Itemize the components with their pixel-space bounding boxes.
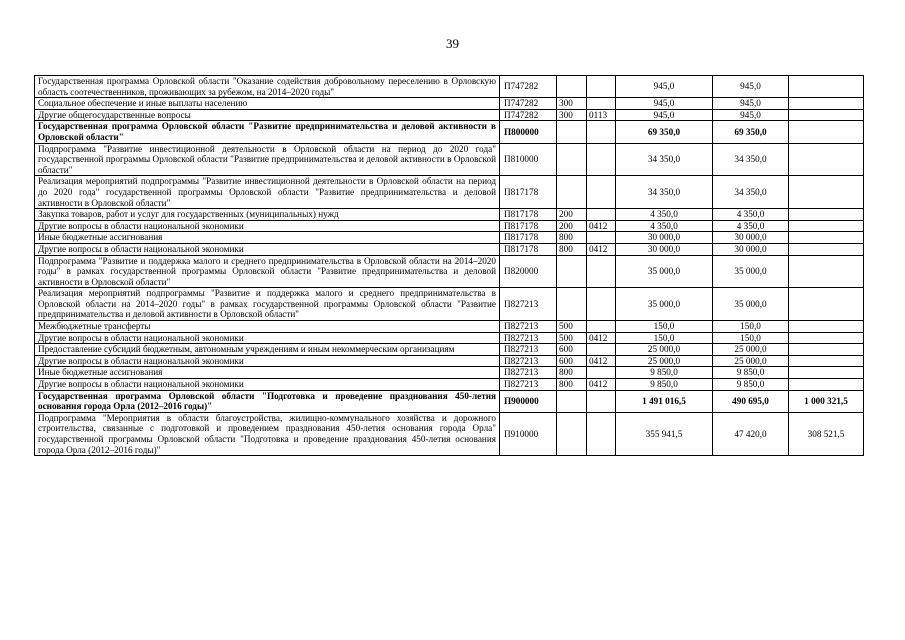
row-amount-3-cell xyxy=(789,143,864,176)
table-row xyxy=(35,76,864,98)
row-amount-3-cell: 308 521,5 xyxy=(789,412,864,455)
row-vr-cell xyxy=(557,176,587,209)
table-row xyxy=(35,412,864,455)
row-amount-3-cell xyxy=(789,109,864,121)
table-row xyxy=(35,321,864,333)
row-rz-cell xyxy=(587,98,616,110)
row-vr-cell xyxy=(557,288,587,321)
row-amount-2-cell: 945,0 xyxy=(713,76,789,98)
row-amount-2-cell: 35 000,0 xyxy=(713,255,789,288)
row-code-cell: П827213 xyxy=(500,379,557,391)
row-rz-cell xyxy=(587,143,616,176)
row-vr-cell: 200 xyxy=(557,209,587,221)
row-amount-3-cell xyxy=(789,288,864,321)
row-name-cell: Государственная программа Орловской области "Подготовка и проведение празднования 450-летия основания города Орла (2012–2016 годы)" xyxy=(35,390,500,412)
row-amount-3-cell xyxy=(789,355,864,367)
row-amount-3-cell xyxy=(789,344,864,356)
row-amount-3-cell xyxy=(789,232,864,244)
row-vr-cell: 200 xyxy=(557,220,587,232)
row-rz-cell: 0412 xyxy=(587,379,616,391)
row-amount-1-cell: 35 000,0 xyxy=(616,255,713,288)
row-amount-2-cell: 25 000,0 xyxy=(713,344,789,356)
row-rz-cell xyxy=(587,176,616,209)
row-name-cell: Другие вопросы в области национальной экономики xyxy=(35,243,500,255)
row-amount-1-cell: 34 350,0 xyxy=(616,143,713,176)
row-rz-cell: 0412 xyxy=(587,220,616,232)
row-name-cell: Подпрограмма "Мероприятия в области благоустройства, жилищно-коммунального хозяйства и дорожного строительства, связанные с подготовкой и проведением празднования 450-летия основания города Орла" государственной программы Орловской области "Подготовка и проведение празднования 450-летия основания города Орла (2012–2016 годы)" xyxy=(35,412,500,455)
row-name-cell: Другие вопросы в области национальной экономики xyxy=(35,332,500,344)
page-number: 39 xyxy=(446,36,459,51)
row-code-cell: П910000 xyxy=(500,412,557,455)
row-amount-1-cell: 945,0 xyxy=(616,98,713,110)
row-amount-2-cell: 34 350,0 xyxy=(713,143,789,176)
row-code-cell: П817178 xyxy=(500,243,557,255)
row-amount-1-cell: 69 350,0 xyxy=(616,121,713,143)
row-name-cell: Иные бюджетные ассигнования xyxy=(35,232,500,244)
row-amount-3-cell xyxy=(789,332,864,344)
row-amount-2-cell: 25 000,0 xyxy=(713,355,789,367)
row-amount-3-cell xyxy=(789,121,864,143)
row-rz-cell xyxy=(587,76,616,98)
table-row xyxy=(35,288,864,321)
row-rz-cell: 0412 xyxy=(587,332,616,344)
table-row xyxy=(35,344,864,356)
row-code-cell: П747282 xyxy=(500,98,557,110)
row-name-cell: Государственная программа Орловской области "Развитие предпринимательства и деловой активности в Орловской области" xyxy=(35,121,500,143)
row-vr-cell: 500 xyxy=(557,321,587,333)
row-code-cell: П827213 xyxy=(500,367,557,379)
row-amount-3-cell xyxy=(789,243,864,255)
row-rz-cell xyxy=(587,344,616,356)
row-amount-2-cell: 945,0 xyxy=(713,109,789,121)
row-code-cell: П827213 xyxy=(500,344,557,356)
row-amount-3-cell xyxy=(789,220,864,232)
row-amount-3-cell: 1 000 321,5 xyxy=(789,390,864,412)
row-rz-cell xyxy=(587,288,616,321)
row-code-cell: П827213 xyxy=(500,355,557,367)
row-amount-3-cell xyxy=(789,98,864,110)
row-vr-cell xyxy=(557,143,587,176)
row-name-cell: Другие вопросы в области национальной экономики xyxy=(35,379,500,391)
row-amount-2-cell: 30 000,0 xyxy=(713,232,789,244)
row-code-cell: П747282 xyxy=(500,76,557,98)
row-rz-cell: 0113 xyxy=(587,109,616,121)
row-amount-3-cell xyxy=(789,379,864,391)
row-vr-cell: 300 xyxy=(557,98,587,110)
row-amount-2-cell: 490 695,0 xyxy=(713,390,789,412)
row-amount-2-cell: 34 350,0 xyxy=(713,176,789,209)
row-rz-cell xyxy=(587,209,616,221)
row-amount-2-cell: 150,0 xyxy=(713,321,789,333)
row-name-cell: Подпрограмма "Развитие и поддержка малого и среднего предпринимательства в Орловской области на 2014–2020 годы" в рамках государственной программы Орловской области "Развитие предпринимательства и деловой активности в Орловской области" xyxy=(35,255,500,288)
table-row xyxy=(35,390,864,412)
table-row xyxy=(35,232,864,244)
table-row xyxy=(35,143,864,176)
row-vr-cell: 800 xyxy=(557,243,587,255)
row-rz-cell xyxy=(587,321,616,333)
row-rz-cell xyxy=(587,121,616,143)
row-amount-1-cell: 25 000,0 xyxy=(616,344,713,356)
row-amount-2-cell: 9 850,0 xyxy=(713,379,789,391)
row-name-cell: Подпрограмма "Развитие инвестиционной деятельности в Орловской области на период до 2020 года" государственной программы Орловской области "Развитие предпринимательства и деловой активности в Орловской области" xyxy=(35,143,500,176)
row-amount-2-cell: 69 350,0 xyxy=(713,121,789,143)
row-amount-3-cell xyxy=(789,209,864,221)
row-code-cell: П817178 xyxy=(500,209,557,221)
row-vr-cell: 300 xyxy=(557,109,587,121)
row-name-cell: Государственная программа Орловской области "Оказание содействия добровольному переселению в Орловскую область соотечественников, проживающих за рубежом, на 2014–2020 годы" xyxy=(35,76,500,98)
row-amount-1-cell: 34 350,0 xyxy=(616,176,713,209)
row-amount-1-cell: 4 350,0 xyxy=(616,209,713,221)
row-name-cell: Реализация мероприятий подпрограммы "Развитие и поддержка малого и среднего предпринимательства в Орловской области на 2014–2020 годы" в рамках государственной программы Орловской области "Развитие предпринимательства и деловой активности в Орловской области" xyxy=(35,288,500,321)
row-rz-cell: 0412 xyxy=(587,243,616,255)
row-vr-cell xyxy=(557,390,587,412)
row-rz-cell xyxy=(587,412,616,455)
row-name-cell: Межбюджетные трансферты xyxy=(35,321,500,333)
row-amount-3-cell xyxy=(789,321,864,333)
row-code-cell: П827213 xyxy=(500,332,557,344)
table-row xyxy=(35,121,864,143)
table-row xyxy=(35,243,864,255)
row-vr-cell: 600 xyxy=(557,355,587,367)
row-amount-2-cell: 150,0 xyxy=(713,332,789,344)
row-amount-1-cell: 150,0 xyxy=(616,321,713,333)
budget-table xyxy=(34,75,864,456)
table-row xyxy=(35,209,864,221)
table-row xyxy=(35,98,864,110)
row-rz-cell xyxy=(587,255,616,288)
row-rz-cell xyxy=(587,232,616,244)
table-row xyxy=(35,220,864,232)
row-amount-1-cell: 945,0 xyxy=(616,109,713,121)
row-amount-2-cell: 47 420,0 xyxy=(713,412,789,455)
row-amount-1-cell: 25 000,0 xyxy=(616,355,713,367)
row-code-cell: П900000 xyxy=(500,390,557,412)
row-vr-cell xyxy=(557,76,587,98)
row-name-cell: Реализация мероприятий подпрограммы "Развитие инвестиционной деятельности в Орловской области на период до 2020 года" государственной программы Орловской области "Развитие предпринимательства и деловой активности в Орловской области" xyxy=(35,176,500,209)
row-amount-1-cell: 1 491 016,5 xyxy=(616,390,713,412)
row-amount-1-cell: 945,0 xyxy=(616,76,713,98)
row-name-cell: Закупка товаров, работ и услуг для государственных (муниципальных) нужд xyxy=(35,209,500,221)
row-name-cell: Другие вопросы в области национальной экономики xyxy=(35,355,500,367)
table-row xyxy=(35,367,864,379)
table-row xyxy=(35,176,864,209)
table-row xyxy=(35,109,864,121)
row-vr-cell: 800 xyxy=(557,367,587,379)
row-code-cell: П820000 xyxy=(500,255,557,288)
row-name-cell: Иные бюджетные ассигнования xyxy=(35,367,500,379)
row-vr-cell xyxy=(557,121,587,143)
row-rz-cell xyxy=(587,390,616,412)
row-amount-1-cell: 30 000,0 xyxy=(616,232,713,244)
row-code-cell: П817178 xyxy=(500,176,557,209)
row-amount-2-cell: 4 350,0 xyxy=(713,209,789,221)
row-amount-1-cell: 150,0 xyxy=(616,332,713,344)
row-code-cell: П817178 xyxy=(500,220,557,232)
row-amount-2-cell: 35 000,0 xyxy=(713,288,789,321)
row-rz-cell: 0412 xyxy=(587,355,616,367)
row-code-cell: П817178 xyxy=(500,232,557,244)
budget-table-body xyxy=(35,76,864,456)
row-amount-3-cell xyxy=(789,367,864,379)
row-amount-2-cell: 945,0 xyxy=(713,98,789,110)
row-amount-1-cell: 9 850,0 xyxy=(616,379,713,391)
row-amount-2-cell: 30 000,0 xyxy=(713,243,789,255)
table-row xyxy=(35,379,864,391)
table-row xyxy=(35,255,864,288)
row-vr-cell xyxy=(557,255,587,288)
row-vr-cell: 800 xyxy=(557,379,587,391)
row-code-cell: П827213 xyxy=(500,288,557,321)
row-rz-cell xyxy=(587,367,616,379)
row-amount-1-cell: 355 941,5 xyxy=(616,412,713,455)
row-name-cell: Другие общегосударственные вопросы xyxy=(35,109,500,121)
table-row xyxy=(35,355,864,367)
row-vr-cell: 500 xyxy=(557,332,587,344)
row-amount-2-cell: 4 350,0 xyxy=(713,220,789,232)
row-name-cell: Социальное обеспечение и иные выплаты населению xyxy=(35,98,500,110)
row-amount-3-cell xyxy=(789,176,864,209)
row-amount-1-cell: 35 000,0 xyxy=(616,288,713,321)
row-code-cell: П827213 xyxy=(500,321,557,333)
row-name-cell: Другие вопросы в области национальной экономики xyxy=(35,220,500,232)
row-amount-1-cell: 4 350,0 xyxy=(616,220,713,232)
table-row xyxy=(35,332,864,344)
row-vr-cell xyxy=(557,412,587,455)
row-code-cell: П800000 xyxy=(500,121,557,143)
row-vr-cell: 600 xyxy=(557,344,587,356)
row-vr-cell: 800 xyxy=(557,232,587,244)
row-amount-1-cell: 9 850,0 xyxy=(616,367,713,379)
row-amount-1-cell: 30 000,0 xyxy=(616,243,713,255)
row-amount-3-cell xyxy=(789,255,864,288)
row-code-cell: П747282 xyxy=(500,109,557,121)
row-code-cell: П810000 xyxy=(500,143,557,176)
row-amount-3-cell xyxy=(789,76,864,98)
row-name-cell: Предоставление субсидий бюджетным, автономным учреждениям и иным некоммерческим организациям xyxy=(35,344,500,356)
row-amount-2-cell: 9 850,0 xyxy=(713,367,789,379)
